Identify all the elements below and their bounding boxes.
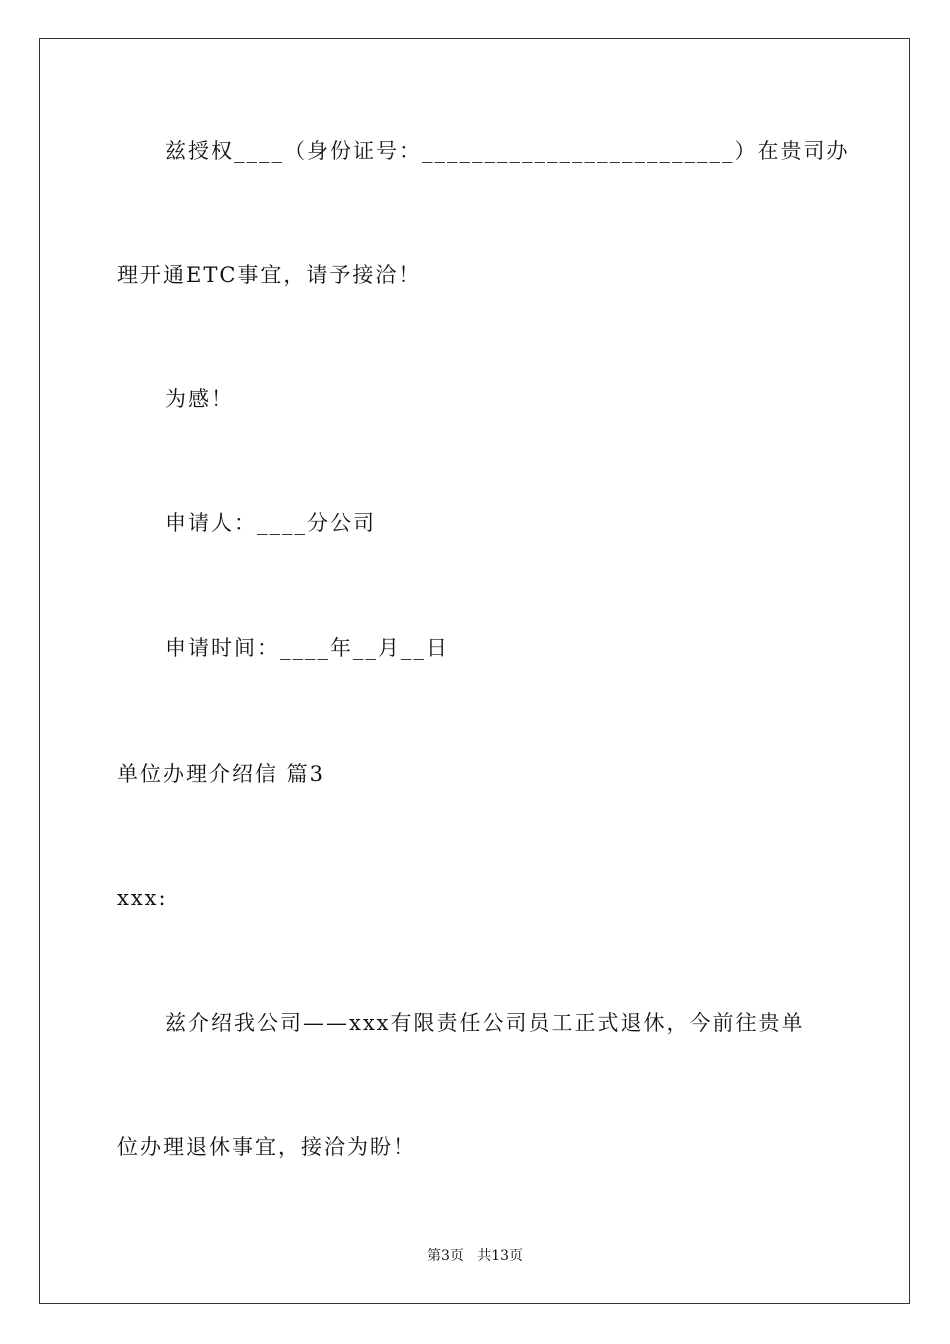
closing-thanks: 为感！ [165,387,234,411]
salutation: xxx: [117,886,168,910]
authorization-paragraph-line-2: 理开通ETC事宜，请予接洽！ [117,263,422,287]
applicant-line: 申请人：____分公司 [165,511,376,535]
introduction-paragraph-line-1: 兹介绍我公司——xxx有限责任公司员工正式退休，今前往贵单 [165,1011,805,1035]
section-heading: 单位办理介绍信 篇3 [117,762,326,786]
page-number-footer: 第3页 共13页 [426,1248,524,1264]
authorization-paragraph-line-1: 兹授权____（身份证号：_________________________）在贵司办 [165,139,850,163]
page-border [39,38,910,1304]
introduction-paragraph-line-2: 位办理退休事宜，接洽为盼！ [117,1135,416,1159]
application-date-line: 申请时间：____年__月__日 [165,636,449,660]
